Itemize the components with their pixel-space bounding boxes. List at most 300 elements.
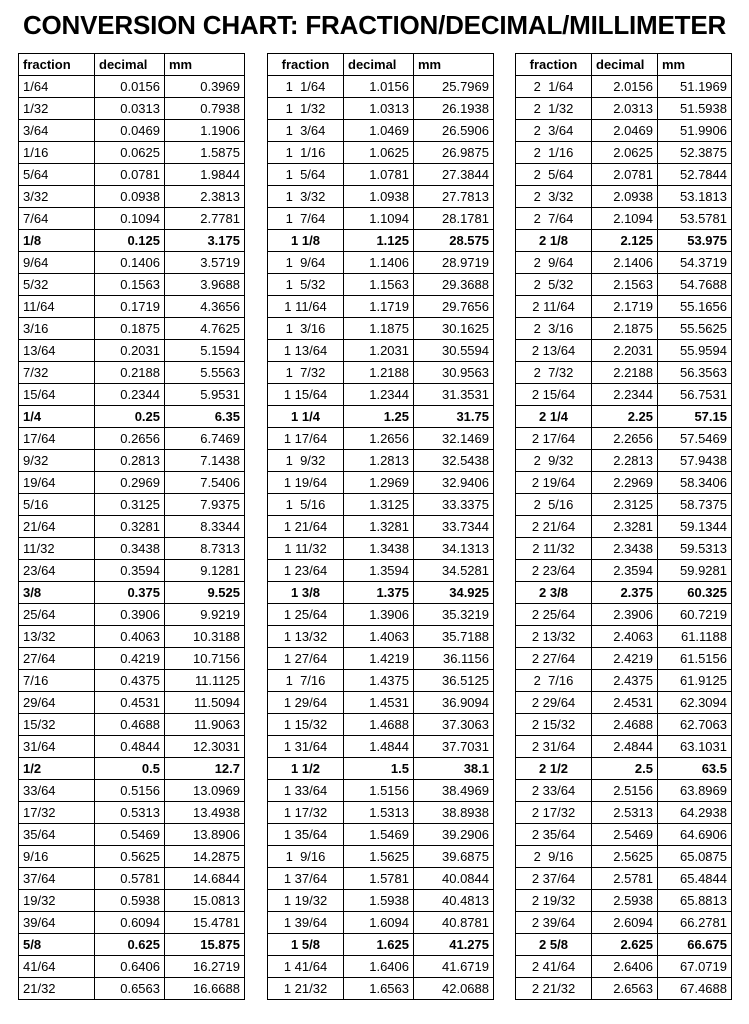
mm-cell: 35.3219 [414,604,494,626]
table-row [516,626,732,648]
table-row [516,406,732,428]
table-row [19,582,245,604]
fraction-cell: 1 5/8 [268,934,344,956]
mm-cell: 13.4938 [165,802,245,824]
decimal-cell: 2.25 [592,406,658,428]
mm-cell: 53.975 [658,230,732,252]
decimal-cell: 0.1406 [95,252,165,274]
mm-cell: 29.3688 [414,274,494,296]
fraction-cell: 1 15/32 [268,714,344,736]
mm-cell: 9.9219 [165,604,245,626]
decimal-cell: 2.125 [592,230,658,252]
fraction-cell: 2 13/64 [516,340,592,362]
mm-cell: 55.1656 [658,296,732,318]
decimal-cell: 1.6406 [344,956,414,978]
table-row [268,934,494,956]
table-row [19,186,245,208]
decimal-cell: 1.0938 [344,186,414,208]
fraction-cell: 1/4 [19,406,95,428]
table-row [19,120,245,142]
table-row [516,538,732,560]
decimal-cell: 2.2656 [592,428,658,450]
mm-header: mm [414,54,494,76]
decimal-cell: 2.5469 [592,824,658,846]
table-row [516,384,732,406]
mm-cell: 60.325 [658,582,732,604]
mm-cell: 3.175 [165,230,245,252]
mm-cell: 37.3063 [414,714,494,736]
mm-cell: 32.5438 [414,450,494,472]
table-row [19,494,245,516]
mm-cell: 61.9125 [658,670,732,692]
mm-cell: 4.3656 [165,296,245,318]
fraction-cell: 1 1/64 [268,76,344,98]
mm-cell: 11.9063 [165,714,245,736]
decimal-cell: 1.3281 [344,516,414,538]
fraction-cell: 13/64 [19,340,95,362]
fraction-cell: 1 13/32 [268,626,344,648]
fraction-cell: 1 27/64 [268,648,344,670]
decimal-cell: 0.6094 [95,912,165,934]
mm-cell: 1.5875 [165,142,245,164]
mm-cell: 12.3031 [165,736,245,758]
decimal-cell: 2.625 [592,934,658,956]
decimal-cell: 1.3906 [344,604,414,626]
table-row [268,846,494,868]
decimal-cell: 1.0156 [344,76,414,98]
table-row [516,912,732,934]
table-row [19,934,245,956]
fraction-cell: 1 11/32 [268,538,344,560]
decimal-cell: 1.5313 [344,802,414,824]
mm-cell: 39.6875 [414,846,494,868]
decimal-cell: 2.1563 [592,274,658,296]
decimal-cell: 1.4219 [344,648,414,670]
fraction-cell: 1/8 [19,230,95,252]
table-row [268,956,494,978]
decimal-cell: 2.2188 [592,362,658,384]
mm-cell: 58.7375 [658,494,732,516]
table-row [268,890,494,912]
mm-cell: 62.3094 [658,692,732,714]
table-row [19,824,245,846]
table-row [516,98,732,120]
table-row [268,142,494,164]
table-row [516,758,732,780]
decimal-cell: 1.2969 [344,472,414,494]
decimal-cell: 1.2188 [344,362,414,384]
table-row [268,76,494,98]
table-row [268,252,494,274]
table-row [268,978,494,1000]
table-row [516,604,732,626]
mm-cell: 65.4844 [658,868,732,890]
mm-cell: 56.7531 [658,384,732,406]
decimal-cell: 2.1719 [592,296,658,318]
table-row [268,516,494,538]
table-row [268,428,494,450]
mm-cell: 65.0875 [658,846,732,868]
header-row [268,54,494,76]
fraction-cell: 1 31/64 [268,736,344,758]
fraction-cell: 1/64 [19,76,95,98]
decimal-cell: 2.6094 [592,912,658,934]
decimal-cell: 2.0625 [592,142,658,164]
fraction-cell: 2 17/32 [516,802,592,824]
fraction-cell: 1 19/64 [268,472,344,494]
mm-cell: 38.4969 [414,780,494,802]
mm-cell: 34.1313 [414,538,494,560]
table-row [516,648,732,670]
decimal-cell: 2.2344 [592,384,658,406]
fraction-cell: 1 7/64 [268,208,344,230]
decimal-cell: 2.4688 [592,714,658,736]
mm-cell: 53.1813 [658,186,732,208]
table-row [19,604,245,626]
decimal-cell: 1.4531 [344,692,414,714]
fraction-cell: 9/32 [19,450,95,472]
table-row [19,648,245,670]
fraction-cell: 1 41/64 [268,956,344,978]
decimal-cell: 2.6563 [592,978,658,1000]
table-row [19,868,245,890]
table-row [268,120,494,142]
fraction-cell: 33/64 [19,780,95,802]
decimal-cell: 0.5 [95,758,165,780]
table-row [19,670,245,692]
mm-cell: 7.1438 [165,450,245,472]
decimal-cell: 0.1094 [95,208,165,230]
decimal-cell: 0.4688 [95,714,165,736]
fraction-cell: 3/32 [19,186,95,208]
table-row [516,714,732,736]
conversion-table-0-to-1 [18,53,245,1000]
fraction-cell: 21/64 [19,516,95,538]
table-row [19,956,245,978]
table-row [268,802,494,824]
table-row [516,252,732,274]
mm-cell: 40.8781 [414,912,494,934]
mm-cell: 30.9563 [414,362,494,384]
decimal-cell: 1.5938 [344,890,414,912]
fraction-cell: 2 13/32 [516,626,592,648]
fraction-cell: 2 3/32 [516,186,592,208]
table-row [19,692,245,714]
decimal-header: decimal [344,54,414,76]
fraction-cell: 1 33/64 [268,780,344,802]
mm-cell: 14.6844 [165,868,245,890]
table-row [268,406,494,428]
fraction-cell: 2 33/64 [516,780,592,802]
table-row [268,98,494,120]
mm-cell: 61.1188 [658,626,732,648]
fraction-cell: 2 5/64 [516,164,592,186]
decimal-cell: 0.125 [95,230,165,252]
table-row [268,912,494,934]
mm-cell: 33.3375 [414,494,494,516]
mm-cell: 40.0844 [414,868,494,890]
mm-cell: 13.0969 [165,780,245,802]
mm-cell: 42.0688 [414,978,494,1000]
mm-cell: 31.75 [414,406,494,428]
decimal-cell: 2.2969 [592,472,658,494]
mm-cell: 5.1594 [165,340,245,362]
fraction-cell: 2 5/16 [516,494,592,516]
table-row [268,274,494,296]
table-row [19,428,245,450]
table-row [19,846,245,868]
mm-cell: 36.9094 [414,692,494,714]
fraction-cell: 1 5/64 [268,164,344,186]
table-row [516,692,732,714]
decimal-cell: 1.5781 [344,868,414,890]
decimal-cell: 1.1719 [344,296,414,318]
decimal-cell: 1.1875 [344,318,414,340]
fraction-cell: 27/64 [19,648,95,670]
table-row [516,186,732,208]
mm-cell: 32.9406 [414,472,494,494]
fraction-cell: 2 1/4 [516,406,592,428]
fraction-cell: 2 11/32 [516,538,592,560]
mm-cell: 57.15 [658,406,732,428]
fraction-cell: 11/32 [19,538,95,560]
decimal-cell: 1.5625 [344,846,414,868]
decimal-cell: 1.1406 [344,252,414,274]
fraction-cell: 29/64 [19,692,95,714]
table-row [516,560,732,582]
decimal-cell: 0.5156 [95,780,165,802]
fraction-cell: 2 3/16 [516,318,592,340]
decimal-cell: 1.2656 [344,428,414,450]
table-row [516,670,732,692]
fraction-cell: 1 29/64 [268,692,344,714]
table-row [516,978,732,1000]
fraction-cell: 1 3/64 [268,120,344,142]
mm-cell: 39.2906 [414,824,494,846]
decimal-cell: 0.0781 [95,164,165,186]
decimal-cell: 0.0313 [95,98,165,120]
table-row [516,846,732,868]
table-row [516,296,732,318]
table-row [516,318,732,340]
table-row [268,604,494,626]
fraction-cell: 1 37/64 [268,868,344,890]
decimal-cell: 0.2344 [95,384,165,406]
decimal-cell: 0.4844 [95,736,165,758]
fraction-cell: 2 39/64 [516,912,592,934]
mm-cell: 59.1344 [658,516,732,538]
table-row [268,318,494,340]
table-row [268,450,494,472]
fraction-cell: 2 21/32 [516,978,592,1000]
fraction-cell: 1 1/16 [268,142,344,164]
table-row [516,208,732,230]
fraction-cell: 1 1/32 [268,98,344,120]
table-row [268,736,494,758]
mm-cell: 59.9281 [658,560,732,582]
mm-cell: 37.7031 [414,736,494,758]
fraction-cell: 2 9/64 [516,252,592,274]
decimal-cell: 2.0469 [592,120,658,142]
mm-cell: 7.9375 [165,494,245,516]
fraction-cell: 2 9/32 [516,450,592,472]
mm-cell: 51.1969 [658,76,732,98]
fraction-cell: 1 25/64 [268,604,344,626]
fraction-cell: 2 41/64 [516,956,592,978]
table-row [268,582,494,604]
table-row [268,714,494,736]
mm-cell: 67.4688 [658,978,732,1000]
table-row [268,780,494,802]
mm-cell: 1.9844 [165,164,245,186]
fraction-cell: 1 19/32 [268,890,344,912]
table-row [19,538,245,560]
decimal-cell: 0.2813 [95,450,165,472]
fraction-cell: 2 1/32 [516,98,592,120]
fraction-cell: 35/64 [19,824,95,846]
decimal-cell: 0.1719 [95,296,165,318]
decimal-cell: 2.5313 [592,802,658,824]
table-row [268,362,494,384]
decimal-cell: 2.2813 [592,450,658,472]
fraction-header: fraction [516,54,592,76]
fraction-cell: 9/16 [19,846,95,868]
decimal-cell: 2.3906 [592,604,658,626]
fraction-cell: 1 3/8 [268,582,344,604]
fraction-cell: 2 1/2 [516,758,592,780]
decimal-cell: 0.3281 [95,516,165,538]
fraction-cell: 2 21/64 [516,516,592,538]
decimal-cell: 1.3594 [344,560,414,582]
table-row [19,76,245,98]
mm-cell: 52.7844 [658,164,732,186]
decimal-cell: 2.3281 [592,516,658,538]
table-row [268,296,494,318]
table-row [19,252,245,274]
table-row [19,560,245,582]
table-row [268,758,494,780]
fraction-cell: 23/64 [19,560,95,582]
fraction-cell: 5/32 [19,274,95,296]
mm-cell: 16.2719 [165,956,245,978]
decimal-cell: 2.5938 [592,890,658,912]
mm-cell: 59.5313 [658,538,732,560]
mm-cell: 58.3406 [658,472,732,494]
fraction-cell: 1 13/64 [268,340,344,362]
decimal-cell: 0.3438 [95,538,165,560]
table-row [516,274,732,296]
table-row [19,230,245,252]
table-row [516,890,732,912]
mm-cell: 64.6906 [658,824,732,846]
fraction-cell: 2 3/8 [516,582,592,604]
table-row [516,934,732,956]
fraction-cell: 2 7/32 [516,362,592,384]
table-row [19,890,245,912]
fraction-header: fraction [268,54,344,76]
decimal-cell: 2.375 [592,582,658,604]
mm-cell: 2.3813 [165,186,245,208]
mm-cell: 7.5406 [165,472,245,494]
fraction-cell: 1 35/64 [268,824,344,846]
mm-cell: 54.3719 [658,252,732,274]
conversion-table-2-to-3 [515,53,732,1000]
mm-cell: 5.9531 [165,384,245,406]
fraction-cell: 1 15/64 [268,384,344,406]
table-row [19,318,245,340]
fraction-cell: 31/64 [19,736,95,758]
mm-cell: 62.7063 [658,714,732,736]
fraction-cell: 2 31/64 [516,736,592,758]
fraction-cell: 2 1/8 [516,230,592,252]
decimal-cell: 0.625 [95,934,165,956]
table-row [19,274,245,296]
fraction-cell: 1/32 [19,98,95,120]
table-row [516,450,732,472]
fraction-cell: 2 7/64 [516,208,592,230]
decimal-cell: 2.4375 [592,670,658,692]
mm-cell: 32.1469 [414,428,494,450]
fraction-cell: 2 5/32 [516,274,592,296]
table-row [516,142,732,164]
mm-cell: 0.7938 [165,98,245,120]
fraction-cell: 1 5/32 [268,274,344,296]
mm-cell: 9.525 [165,582,245,604]
fraction-cell: 1/16 [19,142,95,164]
mm-cell: 28.9719 [414,252,494,274]
fraction-cell: 1 7/32 [268,362,344,384]
table-row [19,472,245,494]
decimal-cell: 0.3594 [95,560,165,582]
header-row [19,54,245,76]
decimal-cell: 1.125 [344,230,414,252]
decimal-cell: 0.5469 [95,824,165,846]
fraction-cell: 1 9/64 [268,252,344,274]
fraction-cell: 2 37/64 [516,868,592,890]
fraction-cell: 37/64 [19,868,95,890]
table-row [19,406,245,428]
mm-cell: 65.8813 [658,890,732,912]
fraction-cell: 1 1/8 [268,230,344,252]
mm-cell: 15.0813 [165,890,245,912]
decimal-cell: 1.5 [344,758,414,780]
fraction-cell: 17/32 [19,802,95,824]
fraction-cell: 7/32 [19,362,95,384]
table-row [516,780,732,802]
fraction-cell: 2 17/64 [516,428,592,450]
mm-cell: 61.5156 [658,648,732,670]
mm-cell: 63.1031 [658,736,732,758]
mm-cell: 55.5625 [658,318,732,340]
mm-cell: 63.8969 [658,780,732,802]
decimal-cell: 0.0938 [95,186,165,208]
mm-cell: 5.5563 [165,362,245,384]
mm-cell: 34.925 [414,582,494,604]
decimal-cell: 0.3125 [95,494,165,516]
table-row [268,230,494,252]
fraction-cell: 1 17/64 [268,428,344,450]
decimal-cell: 1.5156 [344,780,414,802]
fraction-cell: 1 11/64 [268,296,344,318]
mm-cell: 2.7781 [165,208,245,230]
mm-cell: 41.275 [414,934,494,956]
mm-cell: 28.575 [414,230,494,252]
table-row [516,956,732,978]
decimal-cell: 1.4375 [344,670,414,692]
page-title: CONVERSION CHART: FRACTION/DECIMAL/MILLIMETER [22,10,727,40]
mm-cell: 3.9688 [165,274,245,296]
decimal-cell: 1.4844 [344,736,414,758]
